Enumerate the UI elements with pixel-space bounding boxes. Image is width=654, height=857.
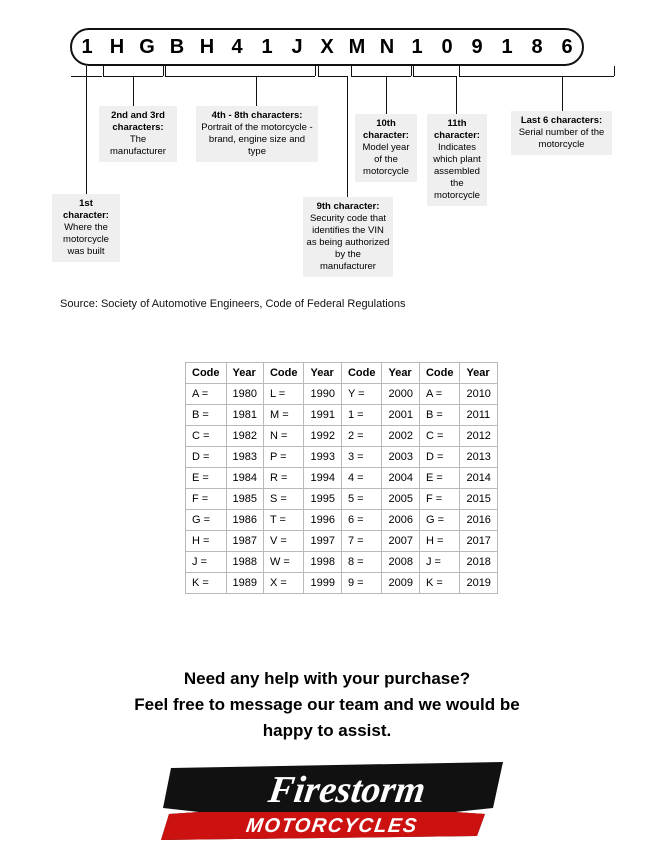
code-cell: R =	[263, 468, 304, 489]
callout-body: Indicates which plant assembled the motorcycle	[433, 142, 481, 201]
year-cell: 1990	[304, 384, 341, 405]
year-cell: 1983	[226, 447, 263, 468]
callout-body: The manufacturer	[110, 134, 166, 157]
code-cell: 8 =	[341, 552, 382, 573]
year-cell: 2004	[382, 468, 419, 489]
year-cell: 1986	[226, 510, 263, 531]
code-cell: 2 =	[341, 426, 382, 447]
year-cell: 1989	[226, 573, 263, 594]
callout-tenth-character	[355, 114, 417, 182]
help-message-line-1: Need any help with your purchase?	[183, 669, 471, 688]
table-row	[186, 552, 498, 573]
year-cell: 1997	[304, 531, 341, 552]
vin-code-box	[70, 28, 584, 66]
year-cell: 2019	[460, 573, 497, 594]
help-message-line-3: happy to assist.	[262, 721, 392, 740]
year-cell: 2011	[460, 405, 497, 426]
bracket-line	[86, 66, 87, 76]
callout-ninth-character	[303, 197, 393, 277]
year-cell: 2002	[382, 426, 419, 447]
code-cell: G =	[186, 510, 227, 531]
vin-character: J	[291, 36, 303, 58]
callout-heading: 2nd and 3rd characters:	[111, 110, 165, 133]
leader-line	[347, 76, 348, 197]
callout-fourth-eighth-characters	[196, 106, 318, 162]
year-cell: 2017	[460, 531, 497, 552]
code-cell: F =	[419, 489, 460, 510]
leader-line	[562, 76, 563, 111]
year-cell: 2003	[382, 447, 419, 468]
callout-heading: 4th - 8th characters:	[211, 110, 303, 121]
year-cell: 2005	[382, 489, 419, 510]
vin-character: 4	[231, 36, 243, 58]
bracket-line	[165, 76, 315, 77]
code-cell: 6 =	[341, 510, 382, 531]
year-cell: 1981	[226, 405, 263, 426]
year-cell: 2010	[460, 384, 497, 405]
table-row	[186, 405, 498, 426]
logo-primary-text: Firestorm	[266, 769, 429, 811]
year-cell: 2009	[382, 573, 419, 594]
code-cell: C =	[419, 426, 460, 447]
table-row	[186, 573, 498, 594]
vin-character: 1	[261, 36, 273, 58]
vin-character: G	[139, 36, 155, 58]
code-cell: A =	[419, 384, 460, 405]
code-cell: N =	[263, 426, 304, 447]
table-row	[186, 384, 498, 405]
code-cell: K =	[419, 573, 460, 594]
code-cell: Y =	[341, 384, 382, 405]
column-header: Code	[341, 363, 382, 384]
code-cell: 5 =	[341, 489, 382, 510]
bracket-line	[315, 66, 316, 76]
code-cell: J =	[419, 552, 460, 573]
year-cell: 1987	[226, 531, 263, 552]
code-cell: B =	[186, 405, 227, 426]
vin-character: 8	[531, 36, 543, 58]
bracket-line	[318, 66, 319, 76]
callout-first-character	[52, 194, 120, 262]
callout-last-six-characters	[511, 111, 612, 155]
bracket-line	[413, 66, 414, 76]
year-cell: 2018	[460, 552, 497, 573]
table-row	[186, 489, 498, 510]
code-cell: J =	[186, 552, 227, 573]
code-cell: C =	[186, 426, 227, 447]
code-cell: P =	[263, 447, 304, 468]
table-row	[186, 531, 498, 552]
vin-character: 1	[411, 36, 423, 58]
column-header: Year	[382, 363, 419, 384]
vin-character: H	[109, 36, 125, 58]
help-message	[0, 666, 654, 744]
year-cell: 1999	[304, 573, 341, 594]
year-cell: 2016	[460, 510, 497, 531]
code-cell: A =	[186, 384, 227, 405]
column-header: Year	[460, 363, 497, 384]
code-cell: 1 =	[341, 405, 382, 426]
leader-line	[386, 76, 387, 114]
callout-body: Model year of the motorcycle	[362, 142, 410, 177]
vin-character: H	[199, 36, 215, 58]
bracket-line	[411, 66, 412, 76]
callout-eleventh-character	[427, 114, 487, 206]
firestorm-motorcycles-logo	[155, 762, 505, 840]
callout-heading: 11th character:	[434, 118, 480, 141]
callout-body: Serial number of the motorcycle	[518, 127, 605, 150]
callout-heading: 10th character:	[363, 118, 409, 141]
column-header: Year	[304, 363, 341, 384]
leader-line	[456, 76, 457, 114]
callout-heading: 9th character:	[316, 201, 380, 212]
bracket-line	[459, 66, 460, 76]
year-cell: 1994	[304, 468, 341, 489]
code-cell: 7 =	[341, 531, 382, 552]
callout-second-third-characters	[99, 106, 177, 162]
callout-body: Security code that identifies the VIN as being authorized by the manufacturer	[306, 213, 390, 272]
leader-line	[256, 76, 257, 106]
code-cell: S =	[263, 489, 304, 510]
year-cell: 1992	[304, 426, 341, 447]
code-cell: 4 =	[341, 468, 382, 489]
year-cell: 2013	[460, 447, 497, 468]
bracket-line	[165, 66, 166, 76]
table-row	[186, 510, 498, 531]
year-cell: 1995	[304, 489, 341, 510]
code-cell: F =	[186, 489, 227, 510]
column-header: Code	[186, 363, 227, 384]
year-cell: 2001	[382, 405, 419, 426]
callout-heading: Last 6 characters:	[520, 115, 603, 126]
code-cell: M =	[263, 405, 304, 426]
callout-body: Where the motorcycle was built	[63, 222, 109, 257]
year-cell: 2007	[382, 531, 419, 552]
code-cell: T =	[263, 510, 304, 531]
year-cell: 1985	[226, 489, 263, 510]
bracket-line	[459, 76, 614, 77]
code-cell: E =	[186, 468, 227, 489]
year-cell: 1988	[226, 552, 263, 573]
code-cell: 3 =	[341, 447, 382, 468]
vin-character: 6	[561, 36, 573, 58]
code-cell: B =	[419, 405, 460, 426]
code-cell: W =	[263, 552, 304, 573]
year-cell: 1984	[226, 468, 263, 489]
bracket-line	[318, 76, 347, 77]
logo-secondary-text: MOTORCYCLES	[244, 815, 420, 837]
code-cell: E =	[419, 468, 460, 489]
bracket-line	[413, 76, 456, 77]
table-row	[186, 468, 498, 489]
year-cell: 2015	[460, 489, 497, 510]
vin-character: M	[348, 36, 366, 58]
year-cell: 1996	[304, 510, 341, 531]
code-cell: H =	[419, 531, 460, 552]
year-cell: 1980	[226, 384, 263, 405]
bracket-line	[351, 66, 352, 76]
column-header: Code	[419, 363, 460, 384]
code-cell: D =	[419, 447, 460, 468]
leader-line	[86, 76, 87, 194]
vin-character: 1	[81, 36, 93, 58]
table-row	[186, 426, 498, 447]
code-cell: L =	[263, 384, 304, 405]
column-header: Code	[263, 363, 304, 384]
code-cell: K =	[186, 573, 227, 594]
year-cell: 2014	[460, 468, 497, 489]
vin-character: X	[320, 36, 334, 58]
year-cell: 2000	[382, 384, 419, 405]
vin-character: 9	[471, 36, 483, 58]
year-cell: 2008	[382, 552, 419, 573]
code-cell: G =	[419, 510, 460, 531]
callout-heading: 1st character:	[63, 198, 109, 221]
column-header: Year	[226, 363, 263, 384]
bracket-line	[103, 66, 104, 76]
year-cell: 1998	[304, 552, 341, 573]
model-year-code-table	[185, 362, 498, 594]
year-cell: 1993	[304, 447, 341, 468]
help-message-line-2: Feel free to message our team and we would be	[134, 695, 520, 714]
code-cell: D =	[186, 447, 227, 468]
table-row	[186, 447, 498, 468]
vin-character: B	[169, 36, 185, 58]
bracket-line	[163, 66, 164, 76]
source-note: Source: Society of Automotive Engineers, Code of Federal Regulations	[60, 298, 406, 310]
code-cell: 9 =	[341, 573, 382, 594]
code-cell: V =	[263, 531, 304, 552]
bracket-line	[614, 66, 615, 76]
year-cell: 1982	[226, 426, 263, 447]
bracket-line	[351, 76, 411, 77]
callout-body: Portrait of the motorcycle - brand, engine size and type	[201, 122, 313, 157]
leader-line	[133, 76, 134, 106]
vin-character: N	[379, 36, 395, 58]
year-cell: 1991	[304, 405, 341, 426]
table-header-row	[186, 363, 498, 384]
year-cell: 2006	[382, 510, 419, 531]
code-cell: H =	[186, 531, 227, 552]
vin-character: 1	[501, 36, 513, 58]
year-cell: 2012	[460, 426, 497, 447]
code-cell: X =	[263, 573, 304, 594]
vin-character: 0	[441, 36, 453, 58]
